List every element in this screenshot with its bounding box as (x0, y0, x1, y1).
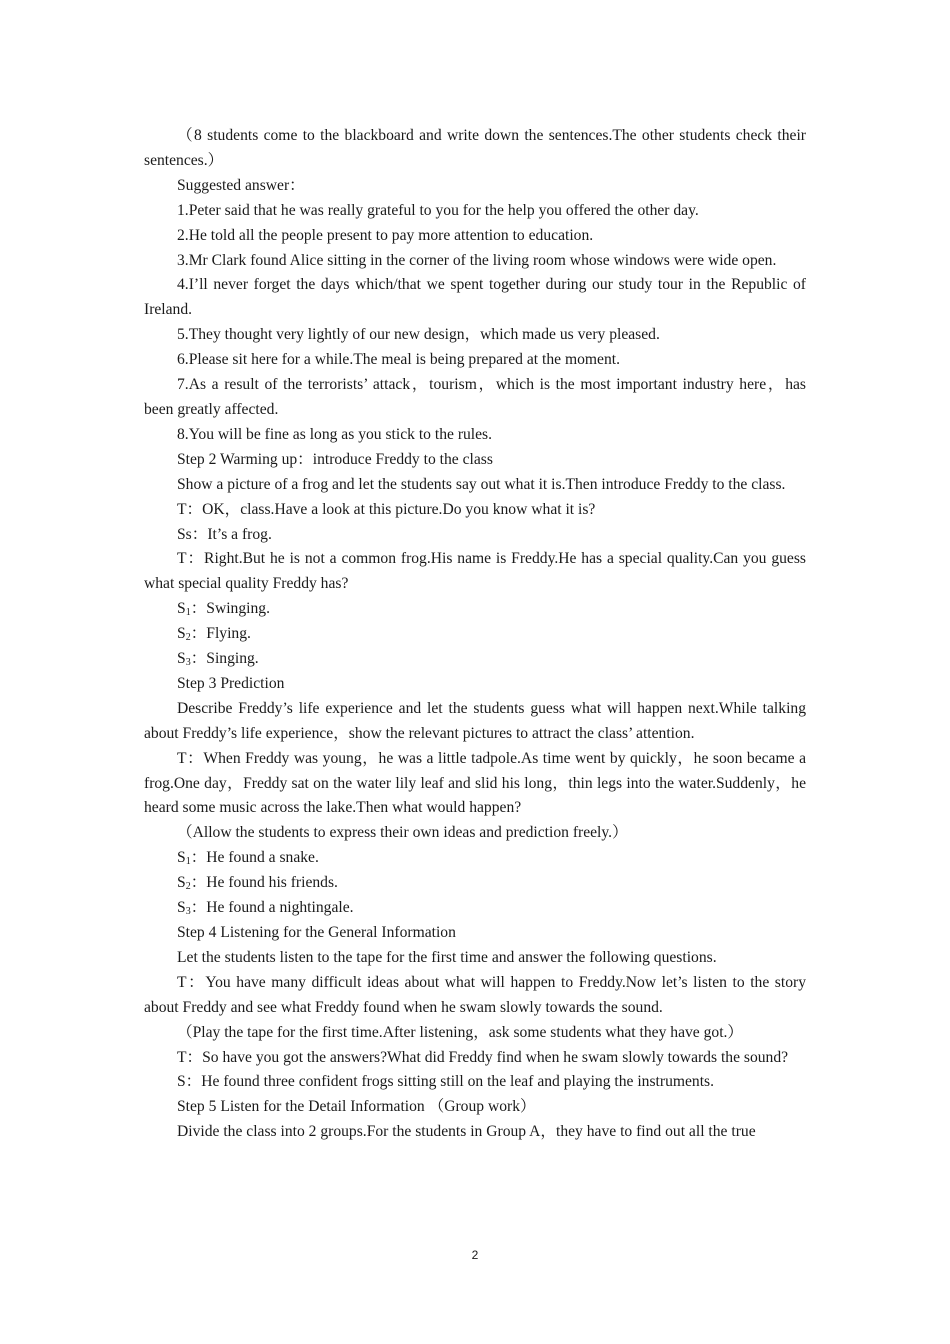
paragraph: 6.Please sit here for a while.The meal is being prepared at the moment. (177, 351, 620, 369)
paragraph: 7.As a result of the terrorists’ attack，tourism，which is the most important industry here，has been greatly affected. (144, 376, 806, 418)
paragraph: （Allow the students to express their own ideas and prediction freely.） (177, 824, 628, 842)
paragraph: Let the students listen to the tape for the first time and answer the following questions. (177, 948, 717, 966)
page-number: 2 (471, 1248, 479, 1262)
paragraph: （Play the tape for the first time.After listening，ask some students what they have got.） (177, 1023, 744, 1041)
dialogue-line: T：So have you got the answers?What did Freddy find when he swam slowly towards the sound? (177, 1048, 789, 1066)
paragraph: 8.You will be fine as long as you stick to the rules. (177, 425, 493, 443)
dialogue-line: S：He found three confident frogs sitting still on the leaf and playing the instruments. (177, 1073, 715, 1091)
paragraph: Divide the class into 2 groups.For the students in Group A，they have to find out all the true (177, 1123, 756, 1141)
student-answer: $S_2$：Flying. (177, 625, 251, 644)
section-heading: Step 3 Prediction (177, 674, 285, 692)
dialogue-line: Ss：It’s a frog. (177, 525, 272, 543)
student-answer: $S_1$：Swinging. (177, 600, 270, 619)
student-answer: $S_2$：He found his friends. (177, 874, 338, 893)
paragraph: （8 students come to the blackboard and write down the sentences.The other students check their sentences.） (144, 127, 806, 169)
paragraph: 5.They thought very lightly of our new design，which made us very pleased. (177, 326, 660, 344)
paragraph: 2.He told all the people present to pay more attention to education. (177, 226, 594, 244)
student-answer: $S_3$：He found a nightingale. (177, 899, 354, 918)
section-heading: Step 2 Warming up：introduce Freddy to the class (177, 450, 493, 468)
dialogue-line: T：OK，class.Have a look at this picture.Do you know what it is? (177, 500, 596, 518)
paragraph: 1.Peter said that he was really grateful to you for the help you offered the other day. (177, 201, 699, 219)
dialogue-line: T：When Freddy was young，he was a little tadpole.As time went by quickly，he soon became a frog.One day，Freddy sat on the water lily leaf and slid his long，thin legs into the water.Suddenly，he heard some music across the lake.Then what would happen? (144, 749, 806, 817)
dialogue-line: T：You have many difficult ideas about what will happen to Freddy.Now let’s listen to the story about Freddy and see what Freddy found when he swam slowly towards the sound. (144, 973, 806, 1016)
student-answer: $S_3$：Singing. (177, 650, 259, 669)
paragraph: Describe Freddy’s life experience and let the students guess what will happen next.While talking about Freddy’s life experience，show the relevant pictures to attract the class’ attention. (144, 699, 806, 742)
paragraph: Suggested answer： (177, 176, 305, 194)
section-heading: Step 5 Listen for the Detail Information （Group work） (177, 1098, 536, 1116)
paragraph: 4.I’ll never forget the days which/that we spent together during our study tour in the Republic of Ireland. (144, 276, 806, 319)
dialogue-line: T：Right.But he is not a common frog.His name is Freddy.He has a special quality.Can you guess what special quality Freddy has? (144, 550, 806, 593)
paragraph: 3.Mr Clark found Alice sitting in the corner of the living room whose windows were wide open. (177, 251, 777, 269)
document-body (144, 124, 806, 1145)
student-answer: $S_1$：He found a snake. (177, 849, 319, 868)
paragraph: Show a picture of a frog and let the students say out what it is.Then introduce Freddy to the class. (177, 475, 786, 493)
section-heading: Step 4 Listening for the General Information (177, 924, 456, 941)
